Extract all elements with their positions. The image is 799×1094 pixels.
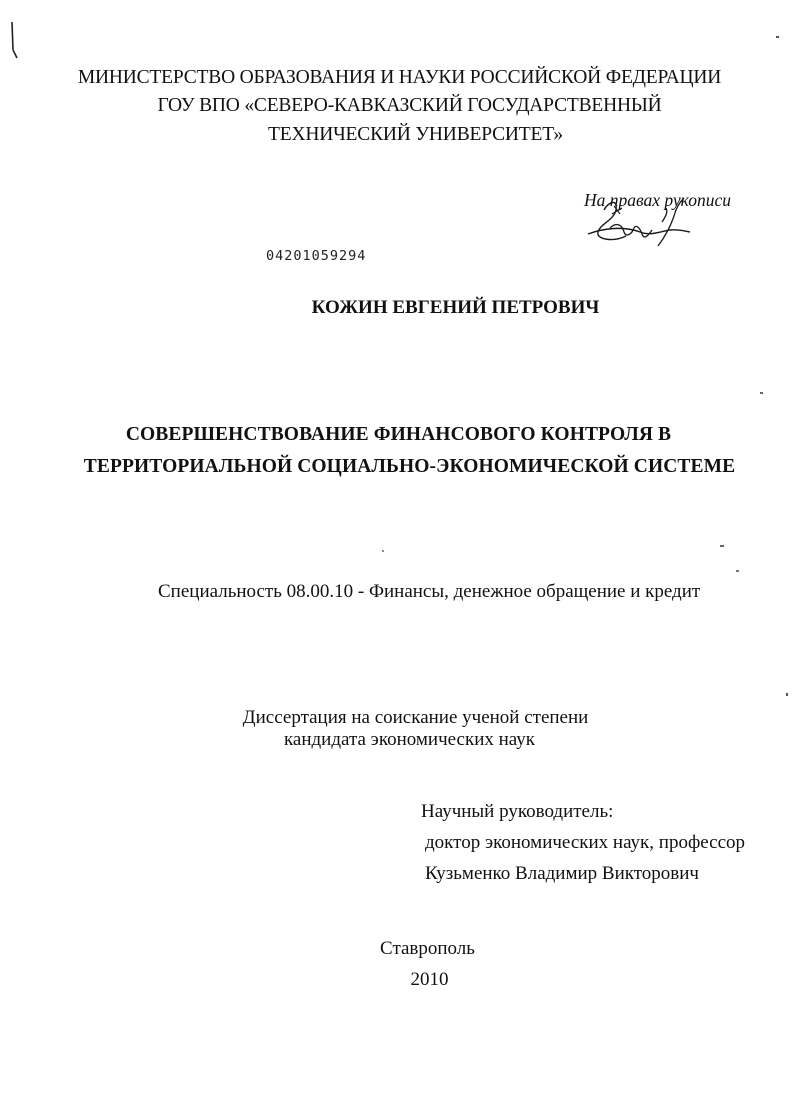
city: Ставрополь — [380, 938, 475, 959]
dissertation-type-line-1: Диссертация на соискание ученой степени — [242, 707, 589, 728]
scan-speck — [720, 545, 724, 547]
supervisor-label: Научный руководитель: — [421, 801, 614, 822]
signature-icon — [574, 188, 694, 254]
author-name: КОЖИН ЕВГЕНИЙ ПЕТРОВИЧ — [311, 297, 600, 318]
scan-speck — [776, 36, 779, 38]
university-line-1: ГОУ ВПО «СЕВЕРО-КАВКАЗСКИЙ ГОСУДАРСТВЕННЫЙ — [157, 95, 662, 116]
scan-speck — [382, 550, 384, 552]
ministry-heading: МИНИСТЕРСТВО ОБРАЗОВАНИЯ И НАУКИ РОССИЙСКОЙ ФЕДЕРАЦИИ — [77, 67, 722, 88]
scan-edge-mark — [4, 20, 20, 60]
specialty-line: Специальность 08.00.10 - Финансы, денежное обращение и кредит — [158, 581, 701, 602]
inventory-number: 04201059294 — [266, 248, 367, 264]
scan-speck — [760, 392, 763, 394]
year: 2010 — [410, 969, 449, 990]
supervisor-name: Кузьменко Владимир Викторович — [425, 863, 699, 884]
manuscript-note: На правах рукописи — [584, 190, 731, 210]
dissertation-title-line-1: СОВЕРШЕНСТВОВАНИЕ ФИНАНСОВОГО КОНТРОЛЯ В — [125, 424, 672, 445]
university-line-2: ТЕХНИЧЕСКИЙ УНИВЕРСИТЕТ» — [268, 124, 563, 145]
dissertation-type-line-2: кандидата экономических наук — [283, 729, 536, 750]
dissertation-title-line-2: ТЕРРИТОРИАЛЬНОЙ СОЦИАЛЬНО-ЭКОНОМИЧЕСКОЙ СИСТЕМЕ — [83, 456, 736, 477]
scan-speck — [786, 693, 788, 696]
supervisor-degree: доктор экономических наук, профессор — [425, 832, 746, 853]
scan-speck — [736, 570, 739, 572]
